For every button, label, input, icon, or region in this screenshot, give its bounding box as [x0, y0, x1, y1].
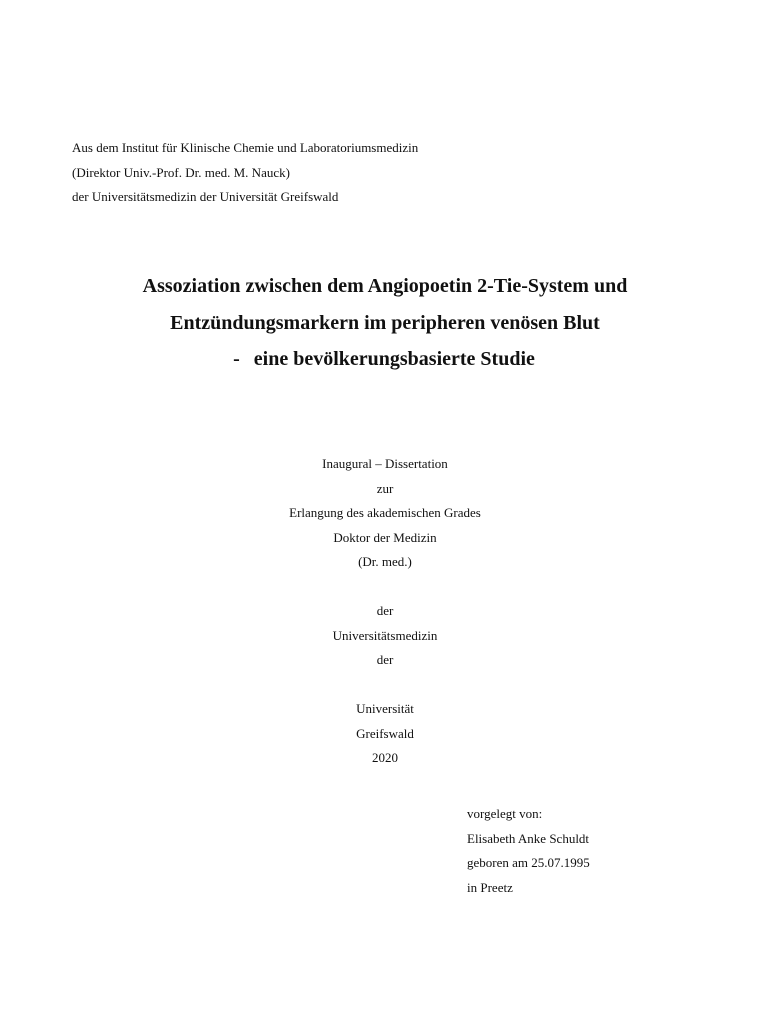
- submission-block: [467, 802, 590, 900]
- dissertation-purpose: Erlangung des akademischen Grades: [289, 505, 481, 520]
- dissertation-type: Inaugural – Dissertation: [322, 456, 448, 471]
- institute-name: Aus dem Institut für Klinische Chemie und Laboratoriumsmedizin: [72, 140, 419, 155]
- faculty-name: Universitätsmedizin: [332, 627, 438, 643]
- birth-date: geboren am 25.07.1995: [467, 855, 590, 870]
- thesis-title: [0, 268, 770, 378]
- institute-header: [72, 136, 418, 210]
- faculty-der-1: der: [376, 603, 394, 618]
- dissertation-block: [0, 452, 770, 575]
- title-dash: -: [233, 348, 240, 370]
- author-name: Elisabeth Anke Schuldt: [467, 830, 590, 846]
- birth-place: in Preetz: [467, 879, 513, 895]
- faculty-der-2: der: [376, 652, 394, 667]
- dissertation-zur: zur: [376, 480, 394, 496]
- director-line: (Direktor Univ.-Prof. Dr. med. M. Nauck): [72, 164, 290, 180]
- submitted-by-label: vorgelegt von:: [467, 806, 543, 821]
- title-line-2: Entzündungsmarkern im peripheren venösen Blut: [170, 311, 600, 334]
- subtitle-text: eine bevölkerungsbasierte Studie: [253, 348, 535, 370]
- university-line: der Universitätsmedizin der Universität Greifswald: [72, 189, 339, 204]
- faculty-block: [0, 599, 770, 673]
- title-line-1: Assoziation zwischen dem Angiopoetin 2-Tie-System und: [142, 275, 628, 297]
- degree-abbreviation: (Dr. med.): [358, 554, 412, 569]
- submission-year: 2020: [372, 750, 398, 765]
- university-block: [0, 697, 770, 771]
- university-city: Greifswald: [356, 725, 414, 741]
- university-name: Universität: [356, 701, 414, 716]
- title-line-3: [0, 341, 770, 378]
- degree-name: Doktor der Medizin: [333, 529, 437, 545]
